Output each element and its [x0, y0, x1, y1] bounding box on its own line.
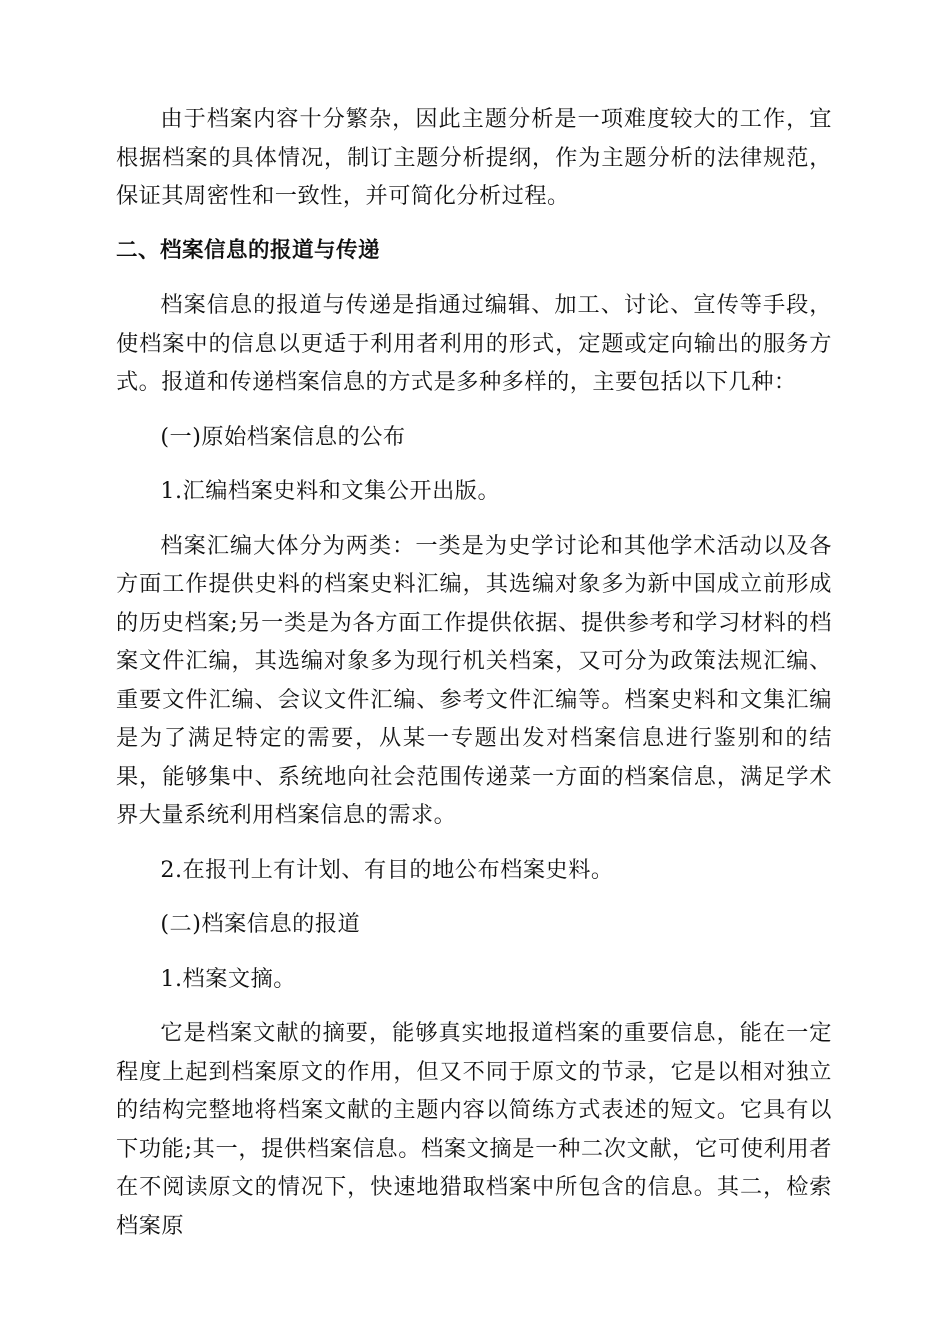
section-heading: 二、档案信息的报道与传递 — [116, 237, 381, 263]
subheading-reporting: (二)档案信息的报道 — [160, 911, 361, 937]
paragraph-compilation: 档案汇编大体分为两类：一类是为史学讨论和其他学术活动以及各方面工作提供史料的档案史料汇编，其选编对象多为新中国成立前形成的历史档案;另一类是为各方面工作提供依据、提供参考和学习材料的档案文件汇编，其选编对象多为现行机关档案，又可分为政策法规汇编、重要文件汇编、会议文件汇编、参考文件汇编等。档案史料和文集汇编是为了满足特定的需要，从某一专题出发对档案信息进行鉴别和的结果，能够集中、系统地向社会范围传递菜一方面的档案信息，满足学术界大量系统利用档案信息的需求。 — [116, 532, 832, 828]
paragraph-abstract: 它是档案文献的摘要，能够真实地报道档案的重要信息，能在一定程度上起到档案原文的作用，但又不同于原文的节录，它是以相对独立的结构完整地将档案文献的主题内容以简练方式表述的短文。它具有以下功能;其一，提供档案信息。档案文摘是一种二次文献，它可使利用者在不阅读原文的情况下，快速地猎取档案中所包含的信息。其二，检索档案原 — [116, 1020, 832, 1239]
subheading-original-info: (一)原始档案信息的公布 — [160, 423, 406, 450]
list-item-periodicals: 2.在报刊上有计划、有目的地公布档案史料。 — [160, 856, 614, 883]
list-item-abstract: 1.档案文摘。 — [160, 965, 296, 992]
document-page — [116, 100, 832, 1245]
list-item-compilation: 1.汇编档案史料和文集公开出版。 — [160, 478, 501, 504]
paragraph-section-intro: 档案信息的报道与传递是指通过编辑、加工、讨论、宣传等手段，使档案中的信息以更适于利用者利用的形式，定题或定向输出的服务方式。报道和传递档案信息的方式是多种多样的，主要包括以下几种： — [116, 292, 832, 395]
paragraph-intro: 由于档案内容十分繁杂，因此主题分析是一项难度较大的工作，宜根据档案的具体情况，制订主题分析提纲，作为主题分析的法律规范，保证其周密性和一致性，并可简化分析过程。 — [116, 106, 832, 209]
